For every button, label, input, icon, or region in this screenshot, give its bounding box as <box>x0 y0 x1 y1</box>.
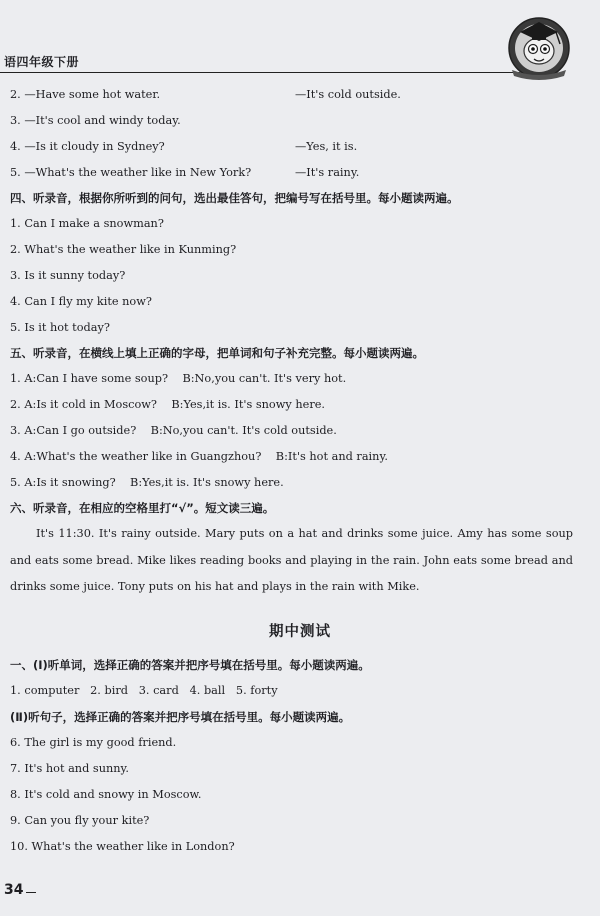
header-title: 语四年级下册 <box>4 55 80 69</box>
list-item: 3. A:Can I go outside? B:No,you can't. It's cold outside. <box>10 424 337 437</box>
list-item: 1. A:Can I have some soup? B:No,you can't. It's very hot. <box>10 372 347 385</box>
section-heading: 五、听录音，在横线上填上正确的字母，把单词和句子补充完整。每小题读两遍。 <box>10 346 424 360</box>
list-item: 5. —What's the weather like in New York? —It's rainy. <box>10 166 360 179</box>
list-item: 2. —Have some hot water. —It's cold outside. <box>10 88 401 101</box>
graduate-mascot-icon <box>502 8 576 82</box>
page-number-dash <box>26 892 36 893</box>
word-list: 1. computer 2. bird 3. card 4. ball 5. forty <box>10 684 278 697</box>
list-item: 4. Can I fly my kite now? <box>10 295 152 308</box>
list-item: 5. Is it hot today? <box>10 321 110 334</box>
list-item: 8. It's cold and snowy in Moscow. <box>10 788 202 801</box>
page-number: 34 <box>4 882 24 898</box>
list-item: 3. Is it sunny today? <box>10 269 126 282</box>
list-item: 5. A:Is it snowing? B:Yes,it is. It's snowy here. <box>10 476 284 489</box>
section-heading: 一、(Ⅰ)听单词，选择正确的答案并把序号填在括号里。每小题读两遍。 <box>10 658 370 672</box>
midterm-title: 期中测试 <box>269 624 331 640</box>
list-item: 2. What's the weather like in Kunming? <box>10 243 237 256</box>
list-item: 7. It's hot and sunny. <box>10 762 130 775</box>
header-rule <box>0 72 520 73</box>
list-item: 3. —It's cool and windy today. <box>10 114 181 127</box>
list-item: 2. A:Is it cold in Moscow? B:Yes,it is. It's snowy here. <box>10 398 326 411</box>
list-item: 6. The girl is my good friend. <box>10 736 177 749</box>
section-heading: 四、听录音，根据你所听到的问句，选出最佳答句，把编号写在括号里。每小题读两遍。 <box>10 191 459 205</box>
section-heading: (Ⅱ)听句子，选择正确的答案并把序号填在括号里。每小题读两遍。 <box>10 710 351 724</box>
list-item: 10. What's the weather like in London? <box>10 840 235 853</box>
list-item: 4. A:What's the weather like in Guangzhou? B:It's hot and rainy. <box>10 450 388 463</box>
passage: It's 11:30. It's rainy outside. Mary puts on a hat and drinks some juice. Amy has some soup and eats some bread. Mike likes reading books and playing in the rain. John eats some bread and drinks some juice. Tony puts on his hat and plays in the rain with Mike. <box>10 527 573 593</box>
list-item: 9. Can you fly your kite? <box>10 814 150 827</box>
list-item: 1. Can I make a snowman? <box>10 217 164 230</box>
list-item: 4. —Is it cloudy in Sydney? —Yes, it is. <box>10 140 358 153</box>
section-heading: 六、听录音，在相应的空格里打“√”。短文读三遍。 <box>10 501 275 515</box>
